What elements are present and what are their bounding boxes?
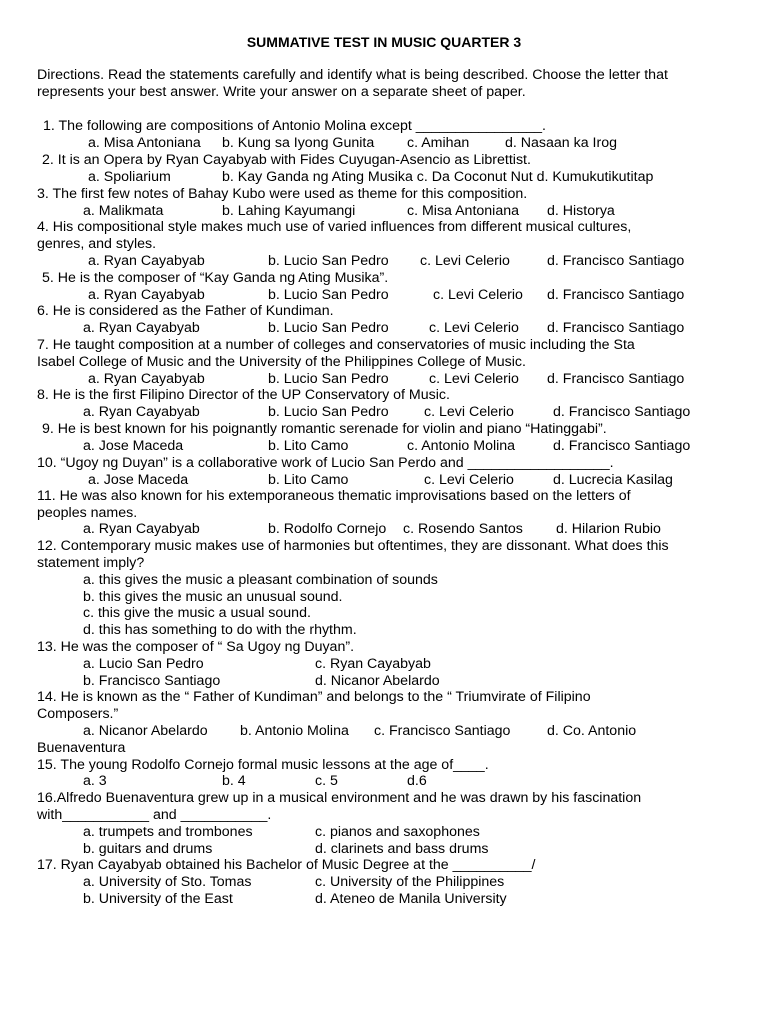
q14-option-a: a. Nicanor Abelardo (83, 723, 208, 739)
q10-option-b: b. Lito Camo (268, 472, 349, 488)
q17-option-b: b. University of the East (83, 891, 233, 907)
q9-option-b: b. Lito Camo (268, 438, 349, 454)
q13-option-d: d. Nicanor Abelardo (315, 673, 440, 689)
question-16-line-2: with___________ and ___________. (37, 807, 272, 823)
q5-option-a: a. Ryan Cayabyab (88, 287, 205, 303)
q11-option-d: d. Hilarion Rubio (556, 521, 661, 537)
question-4-line-1: 4. His compositional style makes much use of varied influences from different musical cultures, (37, 219, 632, 235)
question-15: 15. The young Rodolfo Cornejo formal music lessons at the age of____. (37, 757, 489, 773)
q13-option-a: a. Lucio San Pedro (83, 656, 204, 672)
q4-option-c: c. Levi Celerio (420, 253, 510, 269)
q4-option-a: a. Ryan Cayabyab (88, 253, 205, 269)
q16-option-a: a. trumpets and trombones (83, 824, 253, 840)
q6-option-c: c. Levi Celerio (429, 320, 519, 336)
q4-option-d: d. Francisco Santiago (547, 253, 685, 269)
q16-option-c: c. pianos and saxophones (315, 824, 480, 840)
q3-option-d: d. Historya (547, 203, 615, 219)
q11-option-a: a. Ryan Cayabyab (83, 521, 200, 537)
q11-option-b: b. Rodolfo Cornejo (268, 521, 387, 537)
question-14-line-2: Composers.” (37, 706, 119, 722)
q8-option-d: d. Francisco Santiago (553, 404, 691, 420)
question-11-line-2: peoples names. (37, 505, 138, 521)
question-8: 8. He is the first Filipino Director of the UP Conservatory of Music. (37, 387, 450, 403)
question-7-line-1: 7. He taught composition at a number of colleges and conservatories of music including the Sta (37, 337, 635, 353)
q10-option-d: d. Lucrecia Kasilag (553, 472, 673, 488)
q1-option-b: b. Kung sa Iyong Gunita (222, 135, 375, 151)
q15-option-d: d.6 (407, 773, 427, 789)
q16-option-b: b. guitars and drums (83, 841, 213, 857)
q13-option-b: b. Francisco Santiago (83, 673, 221, 689)
q17-option-a: a. University of Sto. Tomas (83, 874, 252, 890)
q3-option-c: c. Misa Antoniana (407, 203, 519, 219)
directions: Directions. Read the statements carefully and identify what is being described. Choose the letter that represents your best answer. Write your answer on a separate sheet of paper. (37, 67, 668, 100)
q2-option-b: b. Kay Ganda ng Ating Musika c. Da Coconut Nut d. Kumukutikutitap (222, 169, 654, 185)
q15-option-a: a. 3 (83, 773, 107, 789)
question-16-line-1: 16.Alfredo Buenaventura grew up in a musical environment and he was drawn by his fascination (37, 790, 642, 806)
question-4-line-2: genres, and styles. (37, 236, 157, 252)
question-2: 2. It is an Opera by Ryan Cayabyab with Fides Cuyugan-Asencio as Librettist. (42, 152, 531, 168)
q10-option-c: c. Levi Celerio (424, 472, 514, 488)
q14-option-d-continued: Buenaventura (37, 740, 126, 756)
q3-option-b: b. Lahing Kayumangi (222, 203, 356, 219)
q6-option-a: a. Ryan Cayabyab (83, 320, 200, 336)
q8-option-c: c. Levi Celerio (424, 404, 514, 420)
q16-option-d: d. clarinets and bass drums (315, 841, 489, 857)
q1-option-a: a. Misa Antoniana (88, 135, 201, 151)
q6-option-d: d. Francisco Santiago (547, 320, 685, 336)
q2-option-a: a. Spoliarium (88, 169, 171, 185)
q12-option-a: a. this gives the music a pleasant combination of sounds (83, 572, 438, 588)
question-6: 6. He is considered as the Father of Kundiman. (37, 303, 334, 319)
question-14-line-1: 14. He is known as the “ Father of Kundiman” and belongs to the “ Triumvirate of Filipino (37, 689, 591, 705)
q17-option-c: c. University of the Philippines (315, 874, 505, 890)
q10-option-a: a. Jose Maceda (88, 472, 189, 488)
q8-option-b: b. Lucio San Pedro (268, 404, 389, 420)
question-7-line-2: Isabel College of Music and the University of the Philippines College of Music. (37, 354, 526, 370)
question-9: 9. He is best known for his poignantly romantic serenade for violin and piano “Hatinggabi”. (42, 421, 607, 437)
q4-option-b: b. Lucio San Pedro (268, 253, 389, 269)
q14-option-b: b. Antonio Molina (240, 723, 349, 739)
q12-option-c: c. this give the music a usual sound. (83, 605, 311, 621)
q1-option-d: d. Nasaan ka Irog (505, 135, 617, 151)
q9-option-c: c. Antonio Molina (407, 438, 516, 454)
q9-option-d: d. Francisco Santiago (553, 438, 691, 454)
question-12-line-2: statement imply? (37, 555, 145, 571)
q14-option-c: c. Francisco Santiago (374, 723, 511, 739)
q9-option-a: a. Jose Maceda (83, 438, 184, 454)
question-1: 1. The following are compositions of Antonio Molina except ________________. (43, 118, 546, 134)
question-17: 17. Ryan Cayabyab obtained his Bachelor of Music Degree at the __________/ (37, 857, 536, 873)
q7-option-c: c. Levi Celerio (429, 371, 519, 387)
q7-option-d: d. Francisco Santiago (547, 371, 685, 387)
question-12-line-1: 12. Contemporary music makes use of harmonies but oftentimes, they are dissonant. What does this (37, 538, 669, 554)
q5-option-d: d. Francisco Santiago (547, 287, 685, 303)
question-13: 13. He was the composer of “ Sa Ugoy ng Duyan”. (37, 639, 355, 655)
q7-option-a: a. Ryan Cayabyab (88, 371, 205, 387)
q8-option-a: a. Ryan Cayabyab (83, 404, 200, 420)
question-3: 3. The first few notes of Bahay Kubo were used as theme for this composition. (37, 186, 528, 202)
q12-option-d: d. this has something to do with the rhythm. (83, 622, 357, 638)
q7-option-b: b. Lucio San Pedro (268, 371, 389, 387)
q14-option-d: d. Co. Antonio (547, 723, 637, 739)
page-title: SUMMATIVE TEST IN MUSIC QUARTER 3 (246, 34, 522, 50)
q3-option-a: a. Malikmata (83, 203, 164, 219)
q5-option-c: c. Levi Celerio (433, 287, 523, 303)
question-5: 5. He is the composer of “Kay Ganda ng Ating Musika”. (42, 270, 389, 286)
q15-option-b: b. 4 (222, 773, 246, 789)
q15-option-c: c. 5 (315, 773, 338, 789)
q5-option-b: b. Lucio San Pedro (268, 287, 389, 303)
question-10: 10. “Ugoy ng Duyan” is a collaborative work of Lucio San Perdo and __________________. (37, 455, 614, 471)
q6-option-b: b. Lucio San Pedro (268, 320, 389, 336)
q1-option-c: c. Amihan (407, 135, 470, 151)
q13-option-c: c. Ryan Cayabyab (315, 656, 431, 672)
q12-option-b: b. this gives the music an unusual sound. (83, 589, 343, 605)
question-11-line-1: 11. He was also known for his extemporaneous thematic improvisations based on the letters of (37, 488, 631, 504)
q17-option-d: d. Ateneo de Manila University (315, 891, 507, 907)
q11-option-c: c. Rosendo Santos (403, 521, 523, 537)
